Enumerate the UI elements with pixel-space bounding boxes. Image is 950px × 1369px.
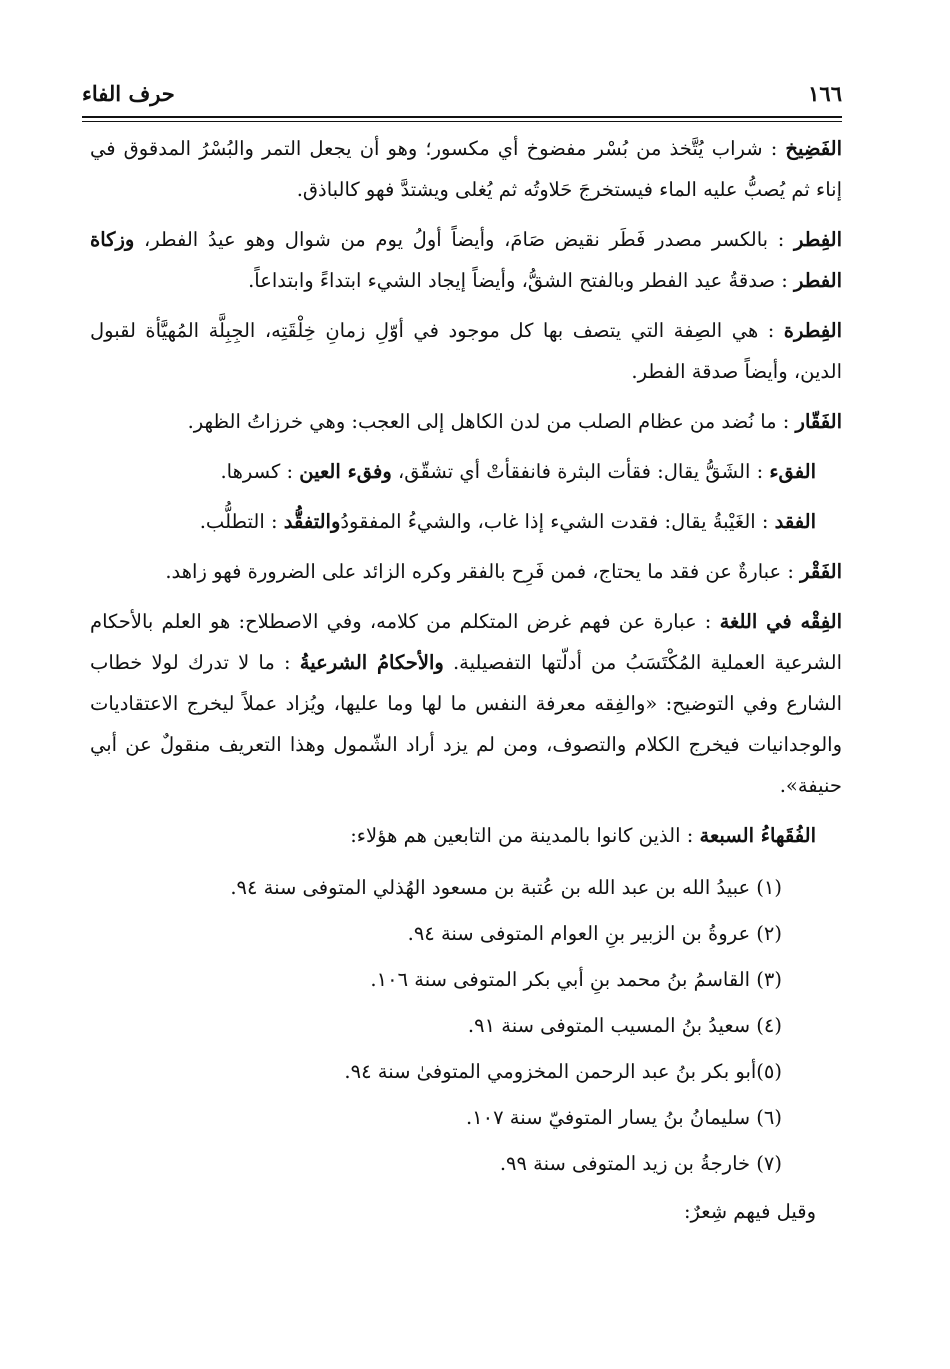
- entry-text: : الذين كانوا بالمدينة من التابعين هم هؤلاء:: [350, 824, 700, 847]
- list-item: (٧) خارجةُ بن زيد المتوفى سنة ٩٩.: [499, 1152, 782, 1175]
- list-item: (٢) عروةُ بن الزبير بنِ العوام المتوفى سنة ٩٤.: [407, 922, 782, 945]
- page-body: [90, 128, 842, 1241]
- entry-fadikh: [90, 128, 842, 210]
- entry-fitr: [90, 219, 842, 301]
- entry-term: الفَقّار: [795, 410, 842, 433]
- entry-faq: [90, 451, 842, 492]
- entry-term: الفِطرة: [783, 319, 842, 342]
- entry-term: الفَقْر: [800, 560, 842, 583]
- list-item: (٤) سعيدُ بنُ المسيب المتوفى سنة ٩١.: [467, 1014, 782, 1037]
- entry-text: : بالكسر مصدر فَطَر نقيض صَامَ، وأيضاً أولُ يوم من شوال وهو عيدُ الفطر،: [134, 228, 795, 251]
- entry-text: : الغَيْبةُ يقال: فقدت الشيء إذا غاب، والشيءُ المفقودُ: [340, 510, 775, 533]
- entry-fiqh: [90, 601, 842, 806]
- entry-text: : الشَقُّ يقال: فقأت البثرة فانفقأتْ أي تشقّق،: [391, 460, 770, 483]
- entry-text: : ما نُضد من عظام الصلب من لدن الكاهل إلى العجب: وهي خرزاتُ الظهر.: [187, 410, 796, 433]
- entry-term: الفَضِيخ: [785, 137, 842, 160]
- entry-term: الفقد: [774, 510, 816, 533]
- entry-subterm: والأحكامُ الشرعيةُ: [299, 651, 444, 674]
- entry-fitra: [90, 310, 842, 392]
- list-item: (٦) سليمانُ بنُ يسار المتوفيّ سنة ١٠٧.: [465, 1106, 782, 1129]
- entry-text: : هي الصِفة التي يتصف بها كل موجود في أوّلِ زمانِ خِلْقَتِه، الجِبِلَّة المُهيَّأة لقبول الدين، وأيضاً صدقة الفطر.: [90, 319, 842, 383]
- entry-subterm: وزكاة الفطر: [90, 228, 842, 292]
- entry-subterm: وفقء العين: [299, 460, 392, 483]
- page-header: [82, 76, 842, 110]
- seven-jurists-list: [90, 865, 842, 1187]
- entry-term: الفِطر: [794, 228, 842, 251]
- entry-faqqar: [90, 401, 842, 442]
- entry-faqd: [90, 501, 842, 542]
- entry-term: الفقء: [769, 460, 816, 483]
- list-item: (٥)أبو بكر بنُ عبد الرحمن المخزومي المتوفىٰ سنة ٩٤.: [344, 1060, 782, 1083]
- page-number: ١٦٦: [808, 80, 842, 106]
- entry-term: الفُقَهاءُ السبعة: [699, 824, 816, 847]
- entry-text: : صدقةُ عيد الفطر وبالفتح الشقُّ، وأيضاً إيجاد الشيء ابتداءً وابتداعاً.: [248, 269, 795, 292]
- entry-text: : ما لا تدرك لولا خطاب الشارع وفي التوضيح: «والفِقه معرفة النفس ما لها وما عليها، ويُزاد عملاً ليخرج الاعتقاديات والوجدانيات فيخرج الكلام والتصوف، ومن لم يزد أراد الشّمول وهذا التعريف منقولٌ عن أبي حنيفة».: [90, 651, 842, 797]
- entry-fuqaha: [90, 815, 842, 856]
- list-item: (٣) القاسمُ بنُ محمد بنِ أبي بكر المتوفى سنة ١٠٦.: [370, 968, 782, 991]
- entry-text: : كسرها.: [220, 460, 300, 483]
- entry-text: : عبارة عن فهم غرض المتكلم من كلامه، وفي الاصطلاح: هو العلم بالأحكام الشرعية العملية المُكْتَسَبُ من أدلّتها التفصيلية.: [90, 610, 842, 674]
- entry-subterm: والتفقُّد: [283, 510, 341, 533]
- closing-line: وقيل فيهم شِعرٌ:: [683, 1200, 816, 1223]
- header-rule-thin: [82, 121, 842, 122]
- section-title: حرف الفاء: [82, 80, 175, 106]
- entry-text: : شراب يُتَّخذ من بُسْر مفضوخ أي مكسور؛ وهو أن يجعل التمر والبُسْرُ المدقوق في إناء ثم يُصبُّ عليه الماء فيستخرجَ حَلاوتُه ثم يُغلى ويشتدَّ فهو كالباذق.: [90, 137, 842, 201]
- entry-text: : عبارةٌ عن فقد ما يحتاج، فمن فَرِح بالفقر وكره الزائد على الضرورة فهو زاهد.: [165, 560, 801, 583]
- entry-text: : التطلُّب.: [199, 510, 284, 533]
- entry-faqr: [90, 551, 842, 592]
- list-item: (١) عبيدُ الله بن عبد الله بن عُتبة بن مسعود الهُذلي المتوفى سنة ٩٤.: [230, 876, 782, 899]
- header-rule-thick: [82, 116, 842, 118]
- entry-term: الفِقْه في اللغة: [719, 610, 842, 633]
